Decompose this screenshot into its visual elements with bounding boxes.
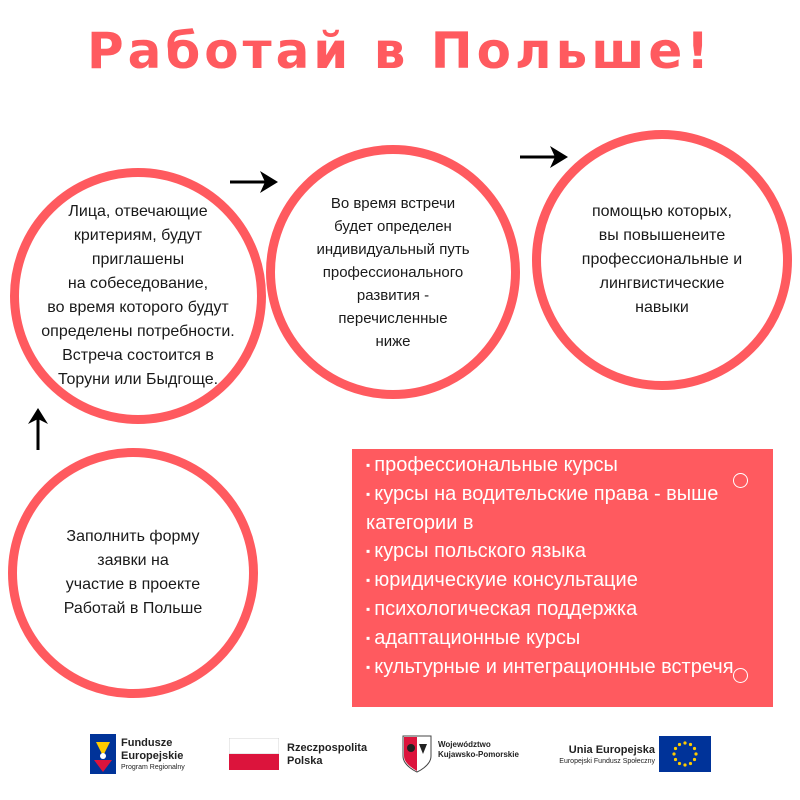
logo-text: Kujawsko-Pomorskie xyxy=(438,750,519,759)
service-label: курсы польского языка xyxy=(374,540,586,563)
footer-logos xyxy=(0,728,800,783)
text-line: профессионального xyxy=(322,263,464,281)
bullet-icon: ▪ xyxy=(366,659,371,674)
bullet-icon: ▪ xyxy=(366,573,371,588)
text-line: лингвистические xyxy=(599,275,725,292)
step-circle-interview xyxy=(10,168,266,424)
coat-of-arms-icon xyxy=(401,734,433,774)
service-label: психологическая поддержка xyxy=(374,597,638,620)
service-label: профессиональные курсы xyxy=(374,454,618,476)
list-item xyxy=(366,595,761,624)
logo-fundusze-europejskie xyxy=(90,732,210,778)
service-label: юридическуие консультацие xyxy=(374,569,638,592)
step-text-development-path xyxy=(308,192,477,353)
logo-text: Fundusze xyxy=(121,737,173,749)
text-line: во время которого будут xyxy=(47,299,229,316)
logo-text: Rzeczpospolita xyxy=(287,742,368,754)
list-item xyxy=(366,624,761,653)
list-item xyxy=(366,566,761,595)
step-text-application-form xyxy=(56,525,211,621)
list-item xyxy=(366,451,761,480)
text-line: Встреча состоится в xyxy=(62,347,214,364)
logo-text: Europejski Fundusz Społeczny xyxy=(559,758,655,765)
services-list xyxy=(366,451,761,681)
arrow-right-icon xyxy=(228,168,280,196)
decorative-ring-icon xyxy=(733,668,748,683)
logo-text: Polska xyxy=(287,755,323,767)
service-label: культурные и интеграционные встречя xyxy=(374,655,734,678)
eu-flag-icon xyxy=(659,736,711,772)
logo-unia-europejska xyxy=(555,734,715,776)
text-line: Торуни или Быдгоще. xyxy=(57,371,219,388)
logo-text: Program Regionalny xyxy=(121,764,185,771)
decorative-ring-icon xyxy=(733,473,748,488)
text-line: будет определен xyxy=(334,217,452,235)
text-line: профессиональные и xyxy=(581,251,743,268)
text-line: перечисленные xyxy=(338,309,448,327)
text-line: Во время встречи xyxy=(330,194,456,212)
logo-wojewodztwo xyxy=(401,734,531,776)
text-line: навыки xyxy=(635,299,689,316)
text-line: определены потребности. xyxy=(41,323,235,340)
text-line: развития - xyxy=(356,286,430,304)
bullet-icon: ▪ xyxy=(366,486,371,501)
polish-flag-icon xyxy=(229,738,279,770)
services-panel xyxy=(352,449,773,707)
bullet-icon: ▪ xyxy=(366,544,371,559)
step-circle-skills xyxy=(532,130,792,390)
logo-text: Unia Europejska xyxy=(568,744,655,756)
text-line: Заполнить форму xyxy=(66,528,200,545)
text-line: заявки на xyxy=(97,552,169,569)
bullet-icon: ▪ xyxy=(366,458,371,472)
text-line: участие в проекте xyxy=(65,576,201,593)
text-line: на собеседование, xyxy=(67,275,209,292)
logo-text: Województwo xyxy=(438,740,491,749)
text-line: ниже xyxy=(375,332,411,350)
fundusze-emblem-icon xyxy=(90,734,116,774)
bullet-icon: ▪ xyxy=(366,630,371,645)
logo-text: Europejskie xyxy=(121,750,184,762)
arrow-right-icon xyxy=(518,143,570,171)
list-item xyxy=(366,653,761,682)
list-item xyxy=(366,480,761,538)
step-text-skills xyxy=(574,200,750,320)
step-circle-development-path xyxy=(266,145,520,399)
service-label: курсы на водительские права - выше категории в xyxy=(366,482,719,534)
step-text-interview xyxy=(39,200,237,392)
text-line: помощью которых, xyxy=(591,203,732,220)
arrow-up-icon xyxy=(24,406,52,452)
logo-rzeczpospolita-polska xyxy=(229,736,379,776)
list-item xyxy=(366,537,761,566)
service-label: адаптационные курсы xyxy=(374,626,581,649)
step-circle-application-form xyxy=(8,448,258,698)
text-line: критериям, будут xyxy=(73,227,203,244)
page-title: Работай в Польше! xyxy=(86,22,714,80)
bullet-icon: ▪ xyxy=(366,601,371,616)
text-line: приглашены xyxy=(91,251,185,268)
text-line: индивидуальный путь xyxy=(316,240,470,258)
text-line: Лица, отвечающие xyxy=(68,203,208,220)
text-line: вы повышенеите xyxy=(598,227,726,244)
text-line: Работай в Польше xyxy=(63,600,203,617)
